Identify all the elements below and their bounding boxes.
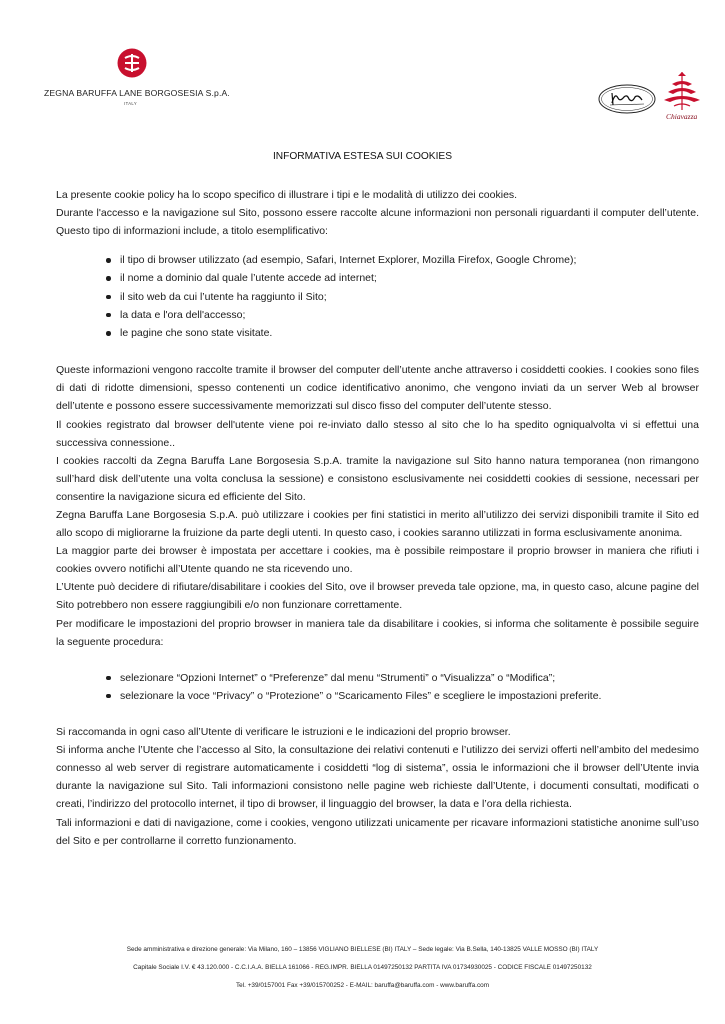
company-logo-icon bbox=[117, 48, 147, 78]
paragraph-statistics: Zegna Baruffa Lane Borgosesia S.p.A. può utilizzare i cookies per fini statistici in merito all’utilizzo dei servizi disponibili tramite il Sito ed allo scopo di migliorarne la fruizione da parte degli utenti. In questo caso, i cookies saranno utilizzati in forma esclusivamente anonima. bbox=[56, 508, 699, 540]
chiavazza-brand-text: Chiavazza bbox=[666, 112, 698, 121]
baruffa-seal-icon bbox=[598, 84, 656, 114]
paragraph-navigation-data: Tali informazioni e dati di navigazione, come i cookies, vengono utilizzati unicamente per ricavare informazioni statistiche anonime sull’uso del Sito e per controllarne il corretto funzionamento. bbox=[56, 816, 699, 847]
list-item: il nome a dominio dal quale l’utente accede ad internet; bbox=[56, 269, 699, 287]
bullet-icon bbox=[106, 313, 111, 318]
bullet-icon bbox=[106, 331, 111, 336]
paragraph-system-logs: Si informa anche l’Utente che l’accesso al Sito, la consultazione dei relativi contenuti e l’utilizzo dei servizi offerti nell’ambito del medesimo connesso al web server di registrare automaticamente i cosiddetti “log di sistema”, ossia le informazioni che il browser dell’Utente invia durante la navigazione sul Sito. Tali informazioni consistono nelle pagine web richieste dall’Utente, i documenti consultati, modificati o creati, l’indirizzo del protocollo internet, il tipo di browser, il linguaggio del browser, la data e l’ora della richiesta. bbox=[56, 744, 699, 811]
bullet-icon bbox=[106, 295, 111, 300]
document-body bbox=[56, 186, 699, 850]
page-footer bbox=[0, 946, 725, 1000]
intro-paragraph-2: Durante l'accesso e la navigazione sul Sito, possono essere raccolte alcune informazioni non personali riguardanti il computer dell’utente. Questo tipo di informazioni include, a titolo esemplificativo: bbox=[56, 207, 699, 238]
paragraph-cookies-definition: Queste informazioni vengono raccolte tramite il browser del computer dell’utente anche attraverso i cosiddetti cookies. I cookies sono files di dati di ridotte dimensioni, spesso contenenti un codice identificativo anonimo, che vengono inviati da un server Web al browser dell’utente e possono essere successivamente memorizzati sul disco fisso del computer dell’utente stesso. bbox=[56, 364, 699, 413]
bullet-icon bbox=[106, 258, 111, 263]
bullet-icon bbox=[106, 694, 111, 699]
paragraph-cookies-resend: Il cookies registrato dal browser dell'utente viene poi re-inviato dallo stesso al sito che lo ha spedito ogniqualvolta vi si effettui una successiva connessione.. bbox=[56, 418, 699, 449]
document-title: INFORMATIVA ESTESA SUI COOKIES bbox=[272, 151, 453, 162]
list-item: le pagine che sono state visitate. bbox=[56, 324, 699, 342]
list-item: la data e l'ora dell'accesso; bbox=[56, 306, 699, 324]
paragraph-procedure-intro: Per modificare le impostazioni del proprio browser in maniera tale da disabilitare i cookies, si informa che solitamente è possibile seguire la seguente procedura: bbox=[56, 617, 699, 648]
bullet-icon bbox=[106, 276, 111, 281]
paragraph-session-cookies: I cookies raccolti da Zegna Baruffa Lane Borgosesia S.p.A. tramite la navigazione sul Sito hanno natura temporanea (non rimangono sull’hard disk dell’utente una volta conclusa la sessione) e consistono esclusivamente nei cosiddetti cookies di sessione, necessari per consentire la navigazione sicura ed efficiente del Sito. bbox=[56, 454, 699, 503]
paragraph-recommendation: Si raccomanda in ogni caso all’Utente di verificare le istruzioni e le indicazioni del proprio browser. bbox=[56, 726, 511, 739]
footer-contacts: Tel. +39/0157001 Fax +39/015700252 - E-MAIL: baruffa@baruffa.com - www.baruffa.com bbox=[235, 982, 490, 989]
intro-paragraph-1: La presente cookie policy ha lo scopo specifico di illustrare i tipi e le modalità di utilizzo dei cookies. bbox=[56, 189, 518, 201]
paragraph-browser-settings: La maggior parte dei browser è impostata per accettare i cookies, ma è possibile reimpostare il proprio browser in maniera che rifiuti i cookies ovvero notifichi all’Utente quando ne sta ricevendo uno. bbox=[56, 545, 699, 576]
footer-address: Sede amministrativa e direzione generale: Via Milano, 160 – 13856 VIGLIANO BIELLESE (BI) ITALY – Sede legale: Via B.Sella, 140-13825 VALLE MOSSO (BI) ITALY bbox=[126, 946, 599, 953]
brand-logos bbox=[598, 70, 708, 130]
bullet-icon bbox=[106, 676, 111, 681]
paragraph-disable-cookies: L’Utente può decidere di rifiutare/disabilitare i cookies del Sito, ove il browser preveda tale opzione, ma, in questo caso, alcune pagine del Sito potrebbero non essere raggiungibili e/o non funzionare correttamente. bbox=[56, 581, 699, 612]
company-country: ITALY bbox=[124, 101, 138, 106]
company-name: ZEGNA BARUFFA LANE BORGOSESIA S.p.A. bbox=[44, 88, 230, 98]
footer-registration: Capitale Sociale I.V. € 43.120.000 - C.C.I.A.A. BIELLA 161066 - REG.IMPR. BIELLA 01497250132 PARTITA IVA 01734930025 - CODICE FISCALE 01497250132 bbox=[133, 964, 592, 971]
browser-info-list bbox=[56, 251, 699, 342]
list-item: selezionare “Opzioni Internet” o “Preferenze” dal menu “Strumenti” o “Visualizza” o “Modifica”; bbox=[56, 669, 699, 687]
list-item: il tipo di browser utilizzato (ad esempio, Safari, Internet Explorer, Mozilla Firefox, Google Chrome); bbox=[56, 251, 699, 269]
procedure-list bbox=[56, 669, 699, 705]
list-item: selezionare la voce “Privacy” o “Protezione” o “Scaricamento Files” e scegliere le impostazioni preferite. bbox=[56, 687, 699, 705]
list-item: il sito web da cui l’utente ha raggiunto il Sito; bbox=[56, 288, 699, 306]
